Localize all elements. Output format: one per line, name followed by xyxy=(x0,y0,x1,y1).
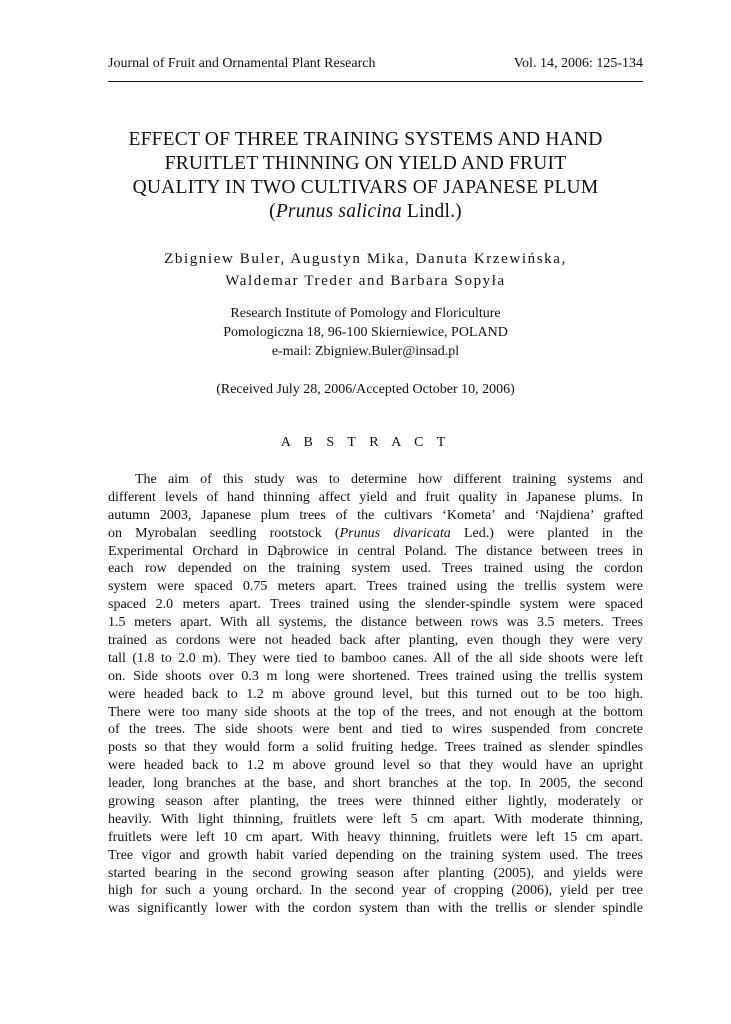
authors-line-2: Waldemar Treder and Barbara Sopyła xyxy=(225,273,506,289)
abstract-line: each row depended on the training system used. Trees trained using the cordon xyxy=(108,561,643,577)
title-authority: Lindl.) xyxy=(401,201,462,222)
title-line-1: EFFECT OF THREE TRAINING SYSTEMS AND HAND xyxy=(128,129,603,150)
abstract-line: was significantly lower with the cordon system than with the trellis or slender spindle xyxy=(108,901,643,917)
title-line-4 xyxy=(60,200,671,224)
volume-info: Vol. 14, 2006: 125-134 xyxy=(513,56,643,71)
abstract-line: were headed back to 1.2 m above ground level, but this turned out to be too high. xyxy=(108,686,643,702)
abstract-line: autumn 2003, Japanese plum trees of the cultivars ‘Kometa’ and ‘Najdiena’ grafted xyxy=(108,507,643,523)
abstract-line: heavily. With light thinning, fruitlets were left 5 cm apart. With moderate thinning, xyxy=(108,811,643,827)
abstract-line: on. Side shoots over 0.3 m long were shortened. Trees trained using the trellis system xyxy=(108,668,643,684)
institute-name: Research Institute of Pomology and Floriculture xyxy=(230,306,501,321)
received-dates: (Received July 28, 2006/Accepted October 10, 2006) xyxy=(216,382,515,397)
abstract-line: Experimental Orchard in Dąbrowice in central Poland. The distance between trees in xyxy=(108,543,643,559)
abstract-heading: A B S T R A C T xyxy=(280,435,451,450)
title-species: Prunus salicina xyxy=(275,201,402,222)
abstract-line: different levels of hand thinning affect yield and fruit quality in Japanese plums. In xyxy=(108,489,643,505)
institute-address: Pomologiczna 18, 96-100 Skierniewice, POLAND xyxy=(223,325,508,340)
abstract-line: growing season after planting, the trees were thinned either lightly, moderately or xyxy=(108,794,643,810)
abstract-line: trained as cordons were not headed back after planting, even though they were very xyxy=(108,633,643,649)
abstract-line-4-start: on Myrobalan seedling rootstock ( xyxy=(108,525,340,541)
abstract-line: started bearing in the second growing season after planting (2005), and yields were xyxy=(108,865,643,881)
abstract-line: system were spaced 0.75 meters apart. Trees trained using the trellis system were xyxy=(108,579,643,595)
abstract-line: There were too many side shoots at the top of the trees, and not enough at the bottom xyxy=(108,704,643,720)
header-rule xyxy=(108,81,643,82)
title-line-2: FRUITLET THINNING ON YIELD AND FRUIT xyxy=(164,153,567,174)
rootstock-species: Prunus divaricata xyxy=(339,525,451,541)
abstract-line-with-species xyxy=(108,525,643,543)
abstract-line: leader, long branches at the base, and short branches at the top. In 2005, the second xyxy=(108,776,643,792)
contact-email: e-mail: Zbigniew.Buler@insad.pl xyxy=(271,344,460,359)
title-line-3: QUALITY IN TWO CULTIVARS OF JAPANESE PLUM xyxy=(132,177,599,198)
authors-line-1: Zbigniew Buler, Augustyn Mika, Danuta Krzewińska, xyxy=(164,251,567,267)
title-paren-open: ( xyxy=(269,201,276,222)
running-header xyxy=(108,56,643,78)
abstract-line: 1.5 meters apart. With all systems, the distance between rows was 3.5 meters. Trees xyxy=(108,615,643,631)
abstract-line: The aim of this study was to determine how different training systems and xyxy=(135,472,643,487)
abstract-line-4-end: Led.) were planted in the xyxy=(450,525,644,541)
abstract-body xyxy=(108,471,643,918)
abstract-line: spaced 2.0 meters apart. Trees trained using the slender-spindle system were spaced xyxy=(108,597,643,613)
paper-title xyxy=(60,128,671,224)
affiliation xyxy=(60,304,671,361)
abstract-line: Tree vigor and growth habit varied depending on the training system used. The trees xyxy=(108,847,643,863)
abstract-line: of the trees. The side shoots were bent and tied to wires suspended from concrete xyxy=(108,722,643,738)
abstract-line: were headed back to 1.2 m above ground level so that they would have an upright xyxy=(108,758,643,774)
journal-name: Journal of Fruit and Ornamental Plant Research xyxy=(108,56,376,71)
author-list xyxy=(60,248,671,292)
abstract-line: high for such a young orchard. In the second year of cropping (2006), yield per tree xyxy=(108,883,643,899)
abstract-line: fruitlets were left 10 cm apart. With heavy thinning, fruitlets were left 15 cm apart. xyxy=(108,829,643,845)
abstract-line: posts so that they would form a solid fruiting hedge. Trees trained as slender spindles xyxy=(108,740,643,756)
abstract-line: tall (1.8 to 2.0 m). They were tied to bamboo canes. All of the all side shoots were left xyxy=(108,650,643,666)
